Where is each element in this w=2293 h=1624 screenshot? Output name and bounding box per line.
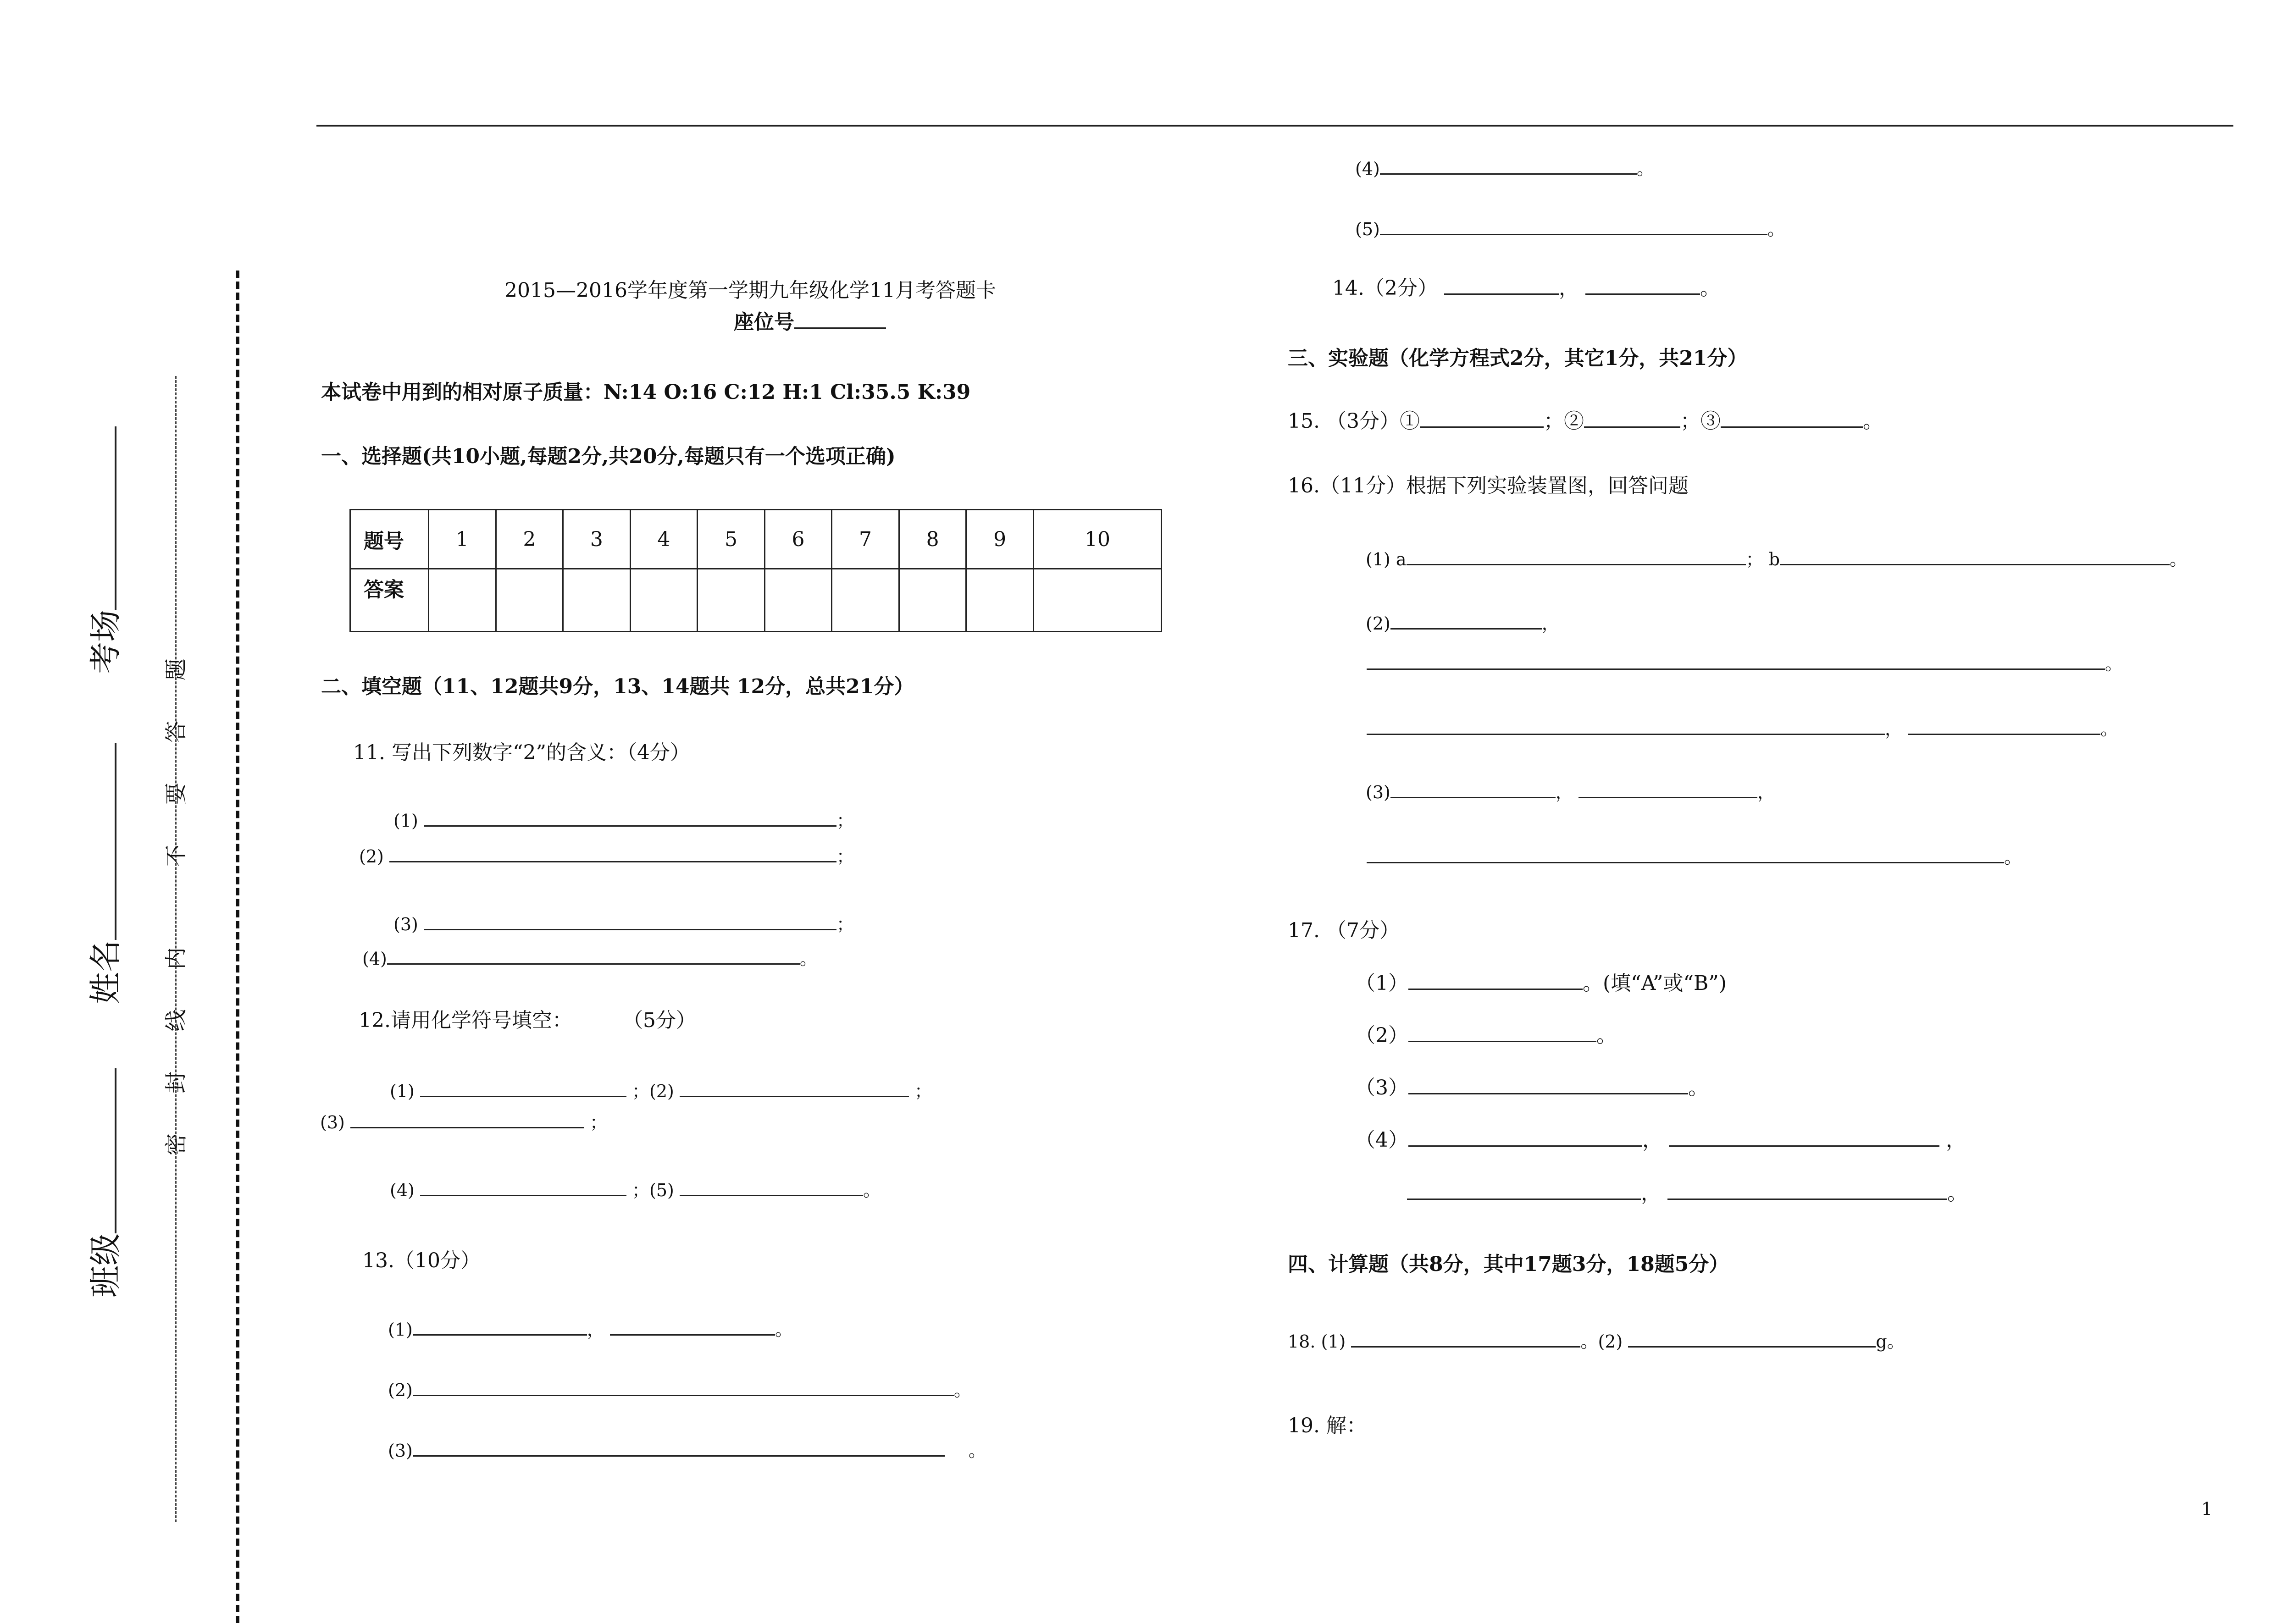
q17-item4: （4） ， ，	[1355, 1128, 1966, 1152]
blank-field[interactable]	[1667, 1181, 1947, 1200]
q13-item4: (4) 。	[1355, 156, 1654, 179]
blank-field[interactable]	[1367, 716, 1885, 735]
question-number: 7	[832, 510, 899, 569]
q11-item4: (4) 。	[362, 946, 817, 969]
q17-line2: ， 。	[1407, 1181, 1967, 1205]
q19: 19. 解：	[1288, 1414, 1367, 1437]
blank-field[interactable]	[424, 911, 836, 930]
blank-field[interactable]	[1390, 611, 1542, 630]
q16-prompt: 16.（11分）根据下列实验装置图，回答问题	[1288, 474, 1689, 497]
blank-field[interactable]	[1579, 779, 1757, 798]
section4-title: 四、计算题（共8分，其中17题3分，18题5分）	[1288, 1253, 1729, 1276]
row-header: 题号	[350, 510, 429, 569]
binding-notice	[158, 642, 190, 1155]
blank-field[interactable]	[1721, 409, 1863, 428]
question-number: 2	[496, 510, 563, 569]
blank-field[interactable]	[1408, 1128, 1642, 1147]
q17-prompt: 17. （7分）	[1288, 919, 1400, 942]
blank-field[interactable]	[680, 1078, 909, 1097]
blank-field[interactable]	[1408, 971, 1583, 990]
section2-title: 二、填空题（11、12题共9分，13、14题共 12分，总共21分）	[321, 675, 914, 698]
blank-field[interactable]	[680, 1177, 863, 1196]
blank-field[interactable]	[1367, 845, 2004, 863]
answer-cell[interactable]	[429, 569, 496, 632]
q16-line4: 。	[1367, 845, 2022, 868]
question-number: 10	[1033, 510, 1161, 569]
q17-item3: （3） 。	[1355, 1076, 1708, 1099]
exam-title: 2015—2016学年度第一学期九年级化学11月考答题卡	[504, 279, 996, 302]
seat-number	[734, 310, 886, 334]
q15: 15. （3分）① ；② ；③ 。	[1288, 409, 1883, 433]
name-field[interactable]	[87, 743, 116, 940]
q12-row2: (3) ；	[320, 1110, 607, 1133]
question-number: 9	[966, 510, 1034, 569]
answer-header: 答案	[350, 569, 429, 632]
q13-item1: (1) ， 。	[388, 1317, 792, 1340]
room-field[interactable]	[87, 426, 116, 610]
q11-item2: (2) ；	[359, 844, 854, 867]
answer-cell[interactable]	[496, 569, 563, 632]
answer-cell[interactable]	[966, 569, 1034, 632]
answer-table	[349, 509, 1162, 632]
blank-field[interactable]	[350, 1110, 584, 1128]
blank-field[interactable]	[420, 1078, 626, 1097]
blank-field[interactable]	[1585, 276, 1700, 295]
q12-row1: (1) ；(2) ；	[390, 1078, 932, 1102]
room-label: 考场	[87, 610, 124, 674]
q13-prompt: 13.（10分）	[362, 1249, 481, 1272]
table-row	[350, 569, 1162, 632]
q12-prompt: 12.请用化学符号填空： （5分）	[359, 1009, 696, 1032]
q13-item2: (2) 。	[388, 1377, 971, 1401]
q17-item1: （1） 。(填“A”或“B”)	[1355, 972, 1727, 995]
blank-field[interactable]	[1407, 1181, 1641, 1200]
binding-dashed-line	[236, 271, 239, 1623]
notice-part2: 不 要 答 题	[163, 642, 189, 867]
blank-field[interactable]	[424, 808, 836, 827]
q12-row3: (4) ；(5) 。	[390, 1177, 881, 1201]
blank-field[interactable]	[1390, 779, 1556, 798]
blank-field[interactable]	[1584, 409, 1680, 428]
question-number: 8	[899, 510, 966, 569]
blank-field[interactable]	[1628, 1329, 1876, 1348]
q11-item1: (1) ；	[393, 808, 854, 831]
notice-part1: 密 封 线 内	[163, 931, 189, 1155]
blank-field[interactable]	[420, 1177, 626, 1196]
question-number: 6	[764, 510, 832, 569]
answer-cell[interactable]	[764, 569, 832, 632]
answer-cell[interactable]	[832, 569, 899, 632]
blank-field[interactable]	[1444, 276, 1559, 295]
blank-field[interactable]	[1408, 1023, 1596, 1042]
seat-label: 座位号	[734, 310, 794, 334]
section1-title: 一、选择题(共10小题,每题2分,共20分,每题只有一个选项正确)	[321, 445, 896, 468]
q16-line3: ， 。	[1367, 716, 2118, 740]
q17-item2: （2） 。	[1355, 1024, 1617, 1047]
q13-item5: (5) 。	[1355, 216, 1785, 240]
blank-field[interactable]	[1420, 409, 1544, 428]
answer-cell[interactable]	[630, 569, 698, 632]
question-number: 4	[630, 510, 698, 569]
blank-field[interactable]	[387, 946, 800, 965]
blank-field[interactable]	[1908, 716, 2100, 735]
q11-item3: (3) ；	[393, 911, 854, 935]
blank-field[interactable]	[1408, 1076, 1688, 1094]
blank-field[interactable]	[1351, 1329, 1580, 1348]
answer-cell[interactable]	[1033, 569, 1161, 632]
class-label: 班级	[87, 1233, 124, 1298]
answer-cell[interactable]	[563, 569, 631, 632]
binding-fields	[87, 426, 124, 1298]
q16-item1: (1) a ； b 。	[1366, 547, 2187, 570]
blank-field[interactable]	[610, 1317, 775, 1336]
name-label: 姓名	[87, 940, 124, 1004]
blank-field[interactable]	[1407, 547, 1746, 565]
blank-field[interactable]	[1380, 216, 1767, 235]
atomic-masses: 本试卷中用到的相对原子质量：N:14 O:16 C:12 H:1 Cl:35.5 K:39	[321, 381, 971, 404]
blank-field[interactable]	[413, 1317, 587, 1336]
blank-field[interactable]	[1380, 156, 1637, 175]
table-row	[350, 510, 1162, 569]
blank-field[interactable]	[413, 1438, 945, 1457]
question-number: 5	[698, 510, 765, 569]
section3-title: 三、实验题（化学方程式2分，其它1分，共21分）	[1288, 347, 1748, 370]
question-number: 3	[563, 510, 631, 569]
q11-prompt: 11. 写出下列数字“2”的含义：（4分）	[353, 741, 690, 764]
blank-field[interactable]	[389, 844, 836, 862]
seat-field[interactable]	[794, 310, 886, 329]
blank-field[interactable]	[1367, 651, 2105, 670]
q14: 14.（2分） ， 。	[1332, 276, 1720, 300]
page-number: 1	[2201, 1499, 2213, 1519]
q16-item2: (2) ，	[1366, 611, 1559, 634]
question-number: 1	[429, 510, 496, 569]
blank-field[interactable]	[413, 1377, 954, 1396]
answer-cell[interactable]	[899, 569, 966, 632]
answer-cell[interactable]	[698, 569, 765, 632]
top-rule	[316, 125, 2233, 127]
q13-item3: (3) 。	[388, 1438, 986, 1461]
q16-item3: (3) ， ，	[1366, 779, 1775, 803]
blank-field[interactable]	[1780, 547, 2170, 565]
blank-field[interactable]	[1669, 1128, 1939, 1147]
q16-line2: 。	[1367, 651, 2122, 674]
class-field[interactable]	[87, 1068, 116, 1233]
q18: 18. (1) 。(2) g。	[1288, 1329, 1905, 1352]
